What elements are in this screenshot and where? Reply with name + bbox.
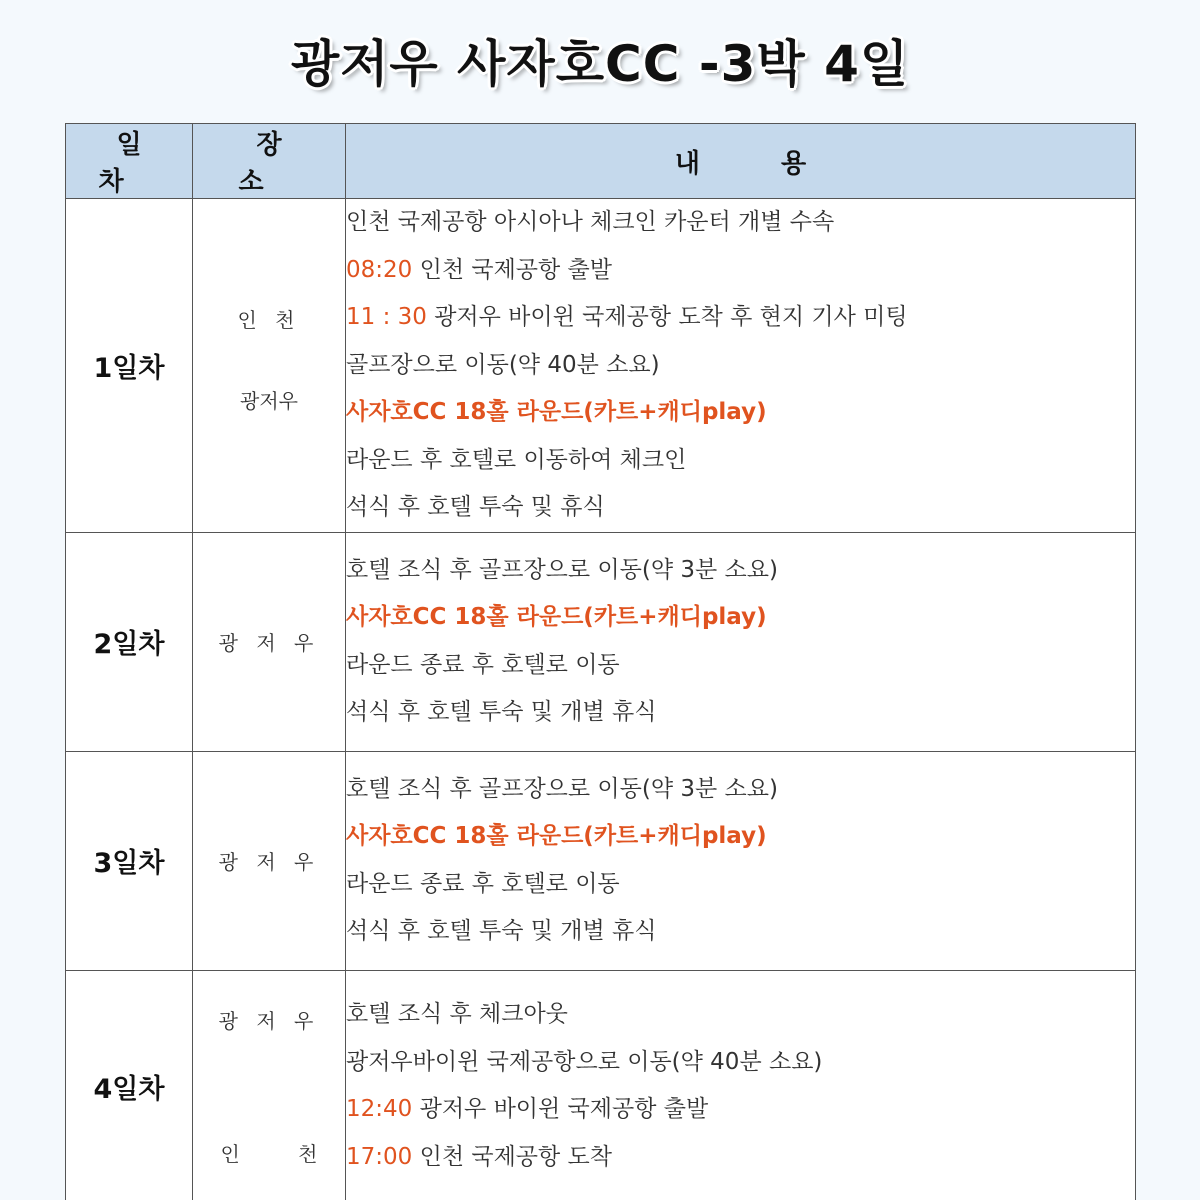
header-day: 일 차 (66, 124, 193, 199)
schedule-line (346, 766, 1135, 814)
schedule-time: 11 : 30 (346, 304, 427, 330)
schedule-line (346, 294, 1135, 342)
schedule-line (346, 484, 1135, 532)
day-label: 1일차 (66, 199, 193, 533)
itinerary-table (65, 123, 1136, 1200)
schedule-line (346, 1134, 1135, 1182)
page-title: 광저우 사자호CC -3박 4일 (290, 35, 910, 93)
schedule-cell (346, 532, 1136, 751)
schedule-text: 인천 국제공항 도착 (419, 1143, 612, 1170)
schedule-text: 호텔 조식 후 골프장으로 이동(약 3분 소요) (346, 775, 778, 802)
schedule-line (346, 642, 1135, 690)
schedule-line (346, 547, 1135, 595)
schedule-time: 17:00 (346, 1143, 413, 1170)
schedule-line (346, 437, 1135, 485)
schedule-text: 광저우바이윈 국제공항으로 이동(약 40분 소요) (346, 1048, 823, 1075)
place-name: 인 천 (237, 308, 301, 333)
schedule-text: 라운드 종료 후 호텔로 이동 (346, 651, 620, 678)
table-header-row (66, 124, 1136, 199)
round-highlight: 사자호CC 18홀 라운드(카트+캐디play) (346, 604, 767, 630)
place-cell (193, 199, 346, 533)
schedule-cell (346, 970, 1136, 1200)
schedule-time: 08:20 (346, 256, 413, 283)
day-label: 2일차 (66, 532, 193, 751)
day-row-1 (66, 199, 1136, 533)
schedule-text: 석식 후 호텔 투숙 및 개별 휴식 (346, 918, 657, 944)
schedule-text: 석식 후 호텔 투숙 및 휴식 (346, 494, 605, 520)
schedule-line (346, 908, 1135, 956)
schedule-text: 석식 후 호텔 투숙 및 개별 휴식 (346, 699, 657, 725)
day-label: 3일차 (66, 751, 193, 970)
place-cell (193, 532, 346, 751)
place-name: 광 저 우 (218, 631, 320, 655)
place-cell (193, 751, 346, 970)
schedule-text: 인천 국제공항 출발 (419, 256, 612, 283)
schedule-line (346, 1086, 1135, 1134)
schedule-cell (346, 751, 1136, 970)
day-row-2 (66, 532, 1136, 751)
place-name: 광저우 (240, 389, 298, 414)
day-row-3 (66, 751, 1136, 970)
schedule-line (346, 247, 1135, 295)
header-place: 장 소 (193, 124, 346, 199)
schedule-line (346, 342, 1135, 390)
place-name: 광 저 우 (218, 850, 320, 874)
place-name: 광 저 우 (218, 1009, 320, 1033)
schedule-text: 광저우 바이윈 국제공항 도착 후 현지 기사 미팅 (434, 304, 908, 330)
schedule-text: 라운드 후 호텔로 이동하여 체크인 (346, 446, 687, 473)
schedule-text: 라운드 종료 후 호텔로 이동 (346, 870, 620, 897)
schedule-line (346, 199, 1135, 247)
schedule-line (346, 991, 1135, 1039)
schedule-text: 골프장으로 이동(약 40분 소요) (346, 351, 660, 378)
schedule-text: 광저우 바이윈 국제공항 출발 (419, 1096, 709, 1122)
schedule-text: 인천 국제공항 아시아나 체크인 카운터 개별 수속 (346, 209, 835, 235)
round-highlight: 사자호CC 18홀 라운드(카트+캐디play) (346, 823, 767, 849)
schedule-line (346, 1039, 1135, 1087)
header-content: 내 용 (346, 124, 1136, 199)
round-highlight: 사자호CC 18홀 라운드(카트+캐디play) (346, 399, 767, 425)
day-label: 4일차 (66, 970, 193, 1200)
schedule-line (346, 389, 1135, 437)
schedule-text: 호텔 조식 후 골프장으로 이동(약 3분 소요) (346, 556, 778, 583)
place-name: 인 천 (220, 1142, 344, 1166)
schedule-cell (346, 199, 1136, 533)
schedule-line (346, 594, 1135, 642)
schedule-text: 호텔 조식 후 체크아웃 (346, 1001, 568, 1027)
day-row-4 (66, 970, 1136, 1200)
schedule-time: 12:40 (346, 1096, 413, 1122)
schedule-line (346, 861, 1135, 909)
schedule-line (346, 689, 1135, 737)
schedule-line (346, 813, 1135, 861)
place-cell (193, 970, 346, 1200)
